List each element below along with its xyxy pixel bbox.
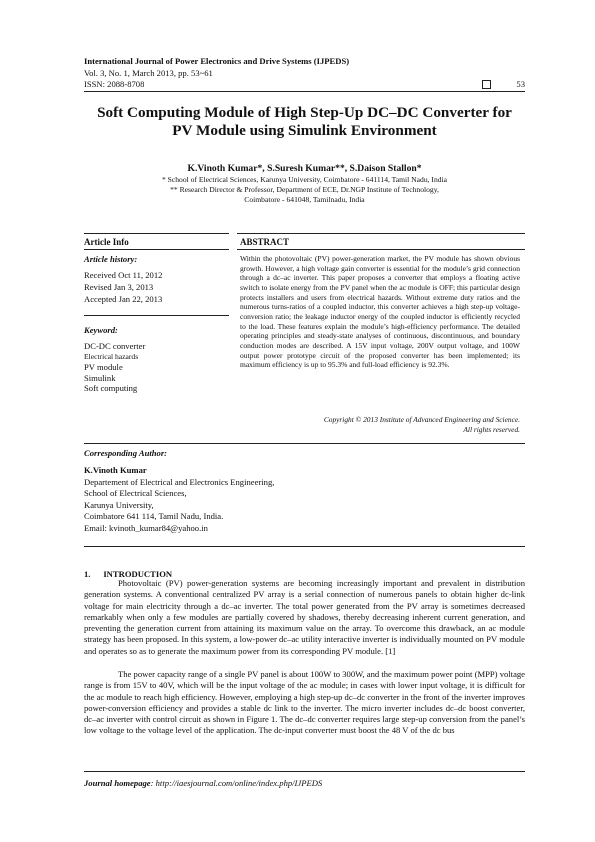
abstract-heading: ABSTRACT bbox=[240, 237, 290, 247]
article-info-top-rule bbox=[84, 233, 229, 234]
volume-info: Vol. 3, No. 1, March 2013, pp. 53~61 bbox=[84, 68, 213, 78]
issn: ISSN: 2088-8708 bbox=[84, 79, 145, 89]
abstract-heading-rule bbox=[237, 249, 525, 250]
introduction-paragraph-1: Photovoltaic (PV) power-generation systems are becoming increasingly important and prevalent in distribution generation systems. A conventional centralized PV array is a serial connection of numerous panels to obtain higher dc-link voltage for main electricity through a dc–ac inverter. The total power generated from the PV array is sometimes decreased remarkably when only a few modules are partially covered by shadows, thereby decreasing inherent current generation, and preventing the generation current from attaining its maximum value on the array. To overcome this drawback, an ac module strategy has been proposed. In this system, a low-power dc–ac utility interactive inverter is individually mounted on PV module and operates so as to generate the maximum power from its corresponding PV module. [1] bbox=[84, 578, 525, 656]
keyword-list bbox=[84, 341, 145, 394]
introduction-heading: 1. INTRODUCTION bbox=[84, 569, 173, 579]
keyword-label: Keyword: bbox=[84, 325, 118, 335]
address-line: Departement of Electrical and Electronics Engineering, bbox=[84, 477, 275, 487]
copyright-line-2: All rights reserved. bbox=[463, 425, 520, 434]
keyword-item: Soft computing bbox=[84, 383, 138, 393]
address-line: School of Electrical Sciences, bbox=[84, 488, 187, 499]
keyword-item: Electrical hazards bbox=[84, 351, 139, 361]
history-divider bbox=[84, 315, 229, 316]
corresponding-name: K.Vinoth Kumar bbox=[84, 465, 147, 475]
journal-homepage-url[interactable]: : http://iaesjournal.com/online/index.php/IJPEDS bbox=[150, 778, 323, 788]
article-info-heading: Article Info bbox=[84, 237, 129, 247]
address-line: Karunya University, bbox=[84, 499, 154, 510]
article-history-label: Article history: bbox=[84, 254, 138, 264]
paper-title bbox=[84, 104, 525, 140]
footer-rule bbox=[84, 771, 525, 772]
email-line: Email: kvinoth_kumar84@yahoo.in bbox=[84, 522, 208, 533]
header-divider bbox=[84, 91, 525, 92]
received-date: Received Oct 11, 2012 bbox=[84, 270, 163, 280]
title-line-1: Soft Computing Module of High Step-Up DC–DC Converter for bbox=[97, 104, 512, 121]
corresponding-address bbox=[84, 477, 274, 534]
corresponding-top-rule bbox=[84, 443, 525, 444]
keyword-item: PV module bbox=[84, 362, 123, 372]
address-line: Coimbatore 641 114, Tamil Nadu, India. bbox=[84, 511, 224, 522]
authors: K.Vinoth Kumar*, S.Suresh Kumar**, S.Daison Stallon* bbox=[187, 163, 422, 174]
title-line-2: PV Module using Simulink Environment bbox=[172, 122, 437, 139]
keyword-item: DC-DC converter bbox=[84, 341, 146, 351]
affiliation-3: Coimbatore - 641048, Tamilnadu, India bbox=[244, 195, 365, 204]
affiliation-1: * School of Electrical Sciences, Karunya University, Coimbatore - 641114, Tamil Nadu, India bbox=[161, 175, 448, 184]
journal-homepage-label: Journal homepage bbox=[84, 778, 151, 788]
accepted-date: Accepted Jan 22, 2013 bbox=[84, 294, 163, 304]
copyright bbox=[240, 415, 520, 435]
journal-homepage bbox=[84, 778, 322, 788]
page-number: 53 bbox=[516, 79, 525, 89]
corresponding-label: Corresponding Author: bbox=[84, 448, 168, 458]
affiliation-2: ** Research Director & Professor, Department of ECE, Dr.NGP Institute of Technology, bbox=[170, 185, 439, 194]
abstract-text: Within the photovoltaic (PV) power-generation market, the PV module has shown obvious growth. However, a high voltage gain converter is essential for the module’s grid connection through a dc–ac inverter. This paper proposes a converter that employs a floating active switch to isolate energy from the PV panel when the ac module is OFF; this particular design protects installers and users from electrical hazards. Without extreme duty ratios and the numerous turns-ratios of a coupled inductor, this converter achieves a high step-up voltage-conversion ratio; the leakage inductor energy of the coupled inductor is efficiently recycled to the load. These features explain the module’s high-efficiency performance. The detailed operating principles and steady-state analyses of continuous, discontinuous, and boundary conduction modes are described. A 15V input voltage, 200V output voltage, and 100W output power prototype circuit of the proposed converter has been implemented; its maximum efficiency is up to 95.3% and full-load efficiency is 92.3%. bbox=[240, 254, 520, 370]
revised-date: Revised Jan 3, 2013 bbox=[84, 282, 154, 292]
journal-name: International Journal of Power Electronics and Drive Systems (IJPEDS) bbox=[84, 56, 350, 66]
article-info-heading-rule bbox=[84, 249, 229, 250]
keyword-item: Simulink bbox=[84, 372, 116, 383]
abstract-top-rule bbox=[237, 233, 525, 234]
corresponding-bottom-rule bbox=[84, 546, 525, 547]
copyright-line-1: Copyright © 2013 Institute of Advanced Engineering and Science. bbox=[323, 415, 520, 424]
introduction-paragraph-2: The power capacity range of a single PV panel is about 100W to 300W, and the maximum power point (MPP) voltage range is from 15V to 40V, which will be the input voltage of the ac module; in cases with lower input voltage, it is difficult for the ac module to reach high efficiency. However, employing a high step-up dc–dc converter in the front of the inverter improves power-conversion efficiency and provides a stable dc link to the inverter. The micro inverter includes dc–dc boost converter, dc–ac inverter with control circuit as shown in Figure 1. The dc–dc converter requires large step-up conversion from the panel’s low voltage to the voltage level of the application. The dc-input converter must boost the 48 V of the dc bus bbox=[84, 669, 525, 736]
square-icon bbox=[482, 80, 491, 89]
